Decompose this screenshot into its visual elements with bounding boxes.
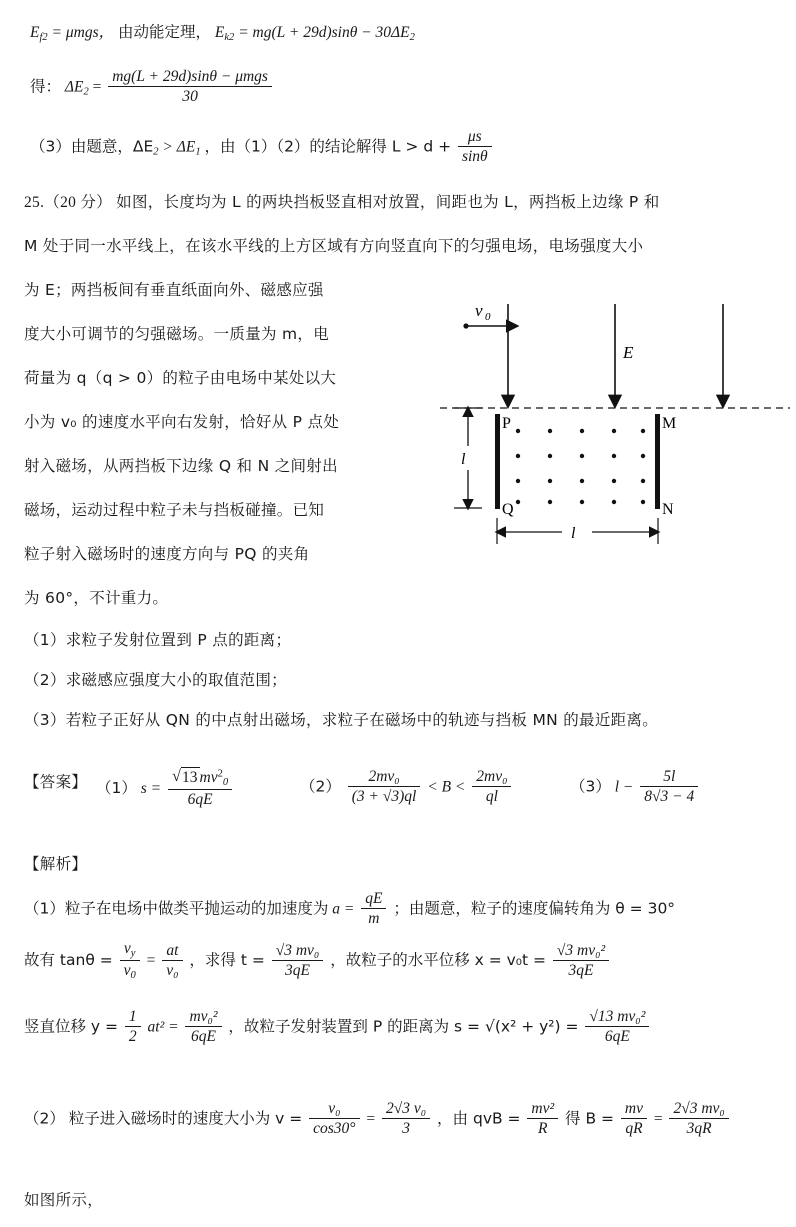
f3-sub2: 1 xyxy=(195,146,201,158)
analysis-3-fraction-2 xyxy=(185,1007,221,1047)
answer-1-varsub: 0 xyxy=(222,776,229,788)
f2-lhs-sub: 2 xyxy=(83,86,89,98)
analysis-2-f4-den: 3qE xyxy=(568,962,594,980)
f3-sub1: 2 xyxy=(153,146,159,158)
analysis-1-prefix: （1） xyxy=(24,899,65,918)
analysis-line-2 xyxy=(24,940,612,983)
answer-3-num: 5l xyxy=(640,767,698,787)
analysis-2-f3-den: 3qE xyxy=(285,962,310,980)
analysis-line-1 xyxy=(24,890,675,930)
analysis-line-5: 如图所示， xyxy=(24,1191,104,1209)
sub-question-3: （3）若粒子正好从 QN 的中点射出磁场，求粒子在磁场中的轨迹与挡板 MN 的最近距离。 xyxy=(24,711,659,729)
sub-question-1: （1）求粒子发射位置到 P 点的距离； xyxy=(24,631,292,649)
physics-figure xyxy=(440,286,790,556)
answer-1 xyxy=(96,768,235,810)
analysis-2-fraction-4 xyxy=(553,941,609,981)
analysis-2-c: ，故粒子的水平位移 x = v₀t = xyxy=(330,951,547,970)
problem-line-3: 为 E；两挡板间有垂直纸面向外、磁感应强 xyxy=(24,281,324,299)
v0-sub: 0 xyxy=(485,311,491,323)
analysis-1-a-eq: a = xyxy=(332,900,355,918)
answer-2 xyxy=(300,768,514,808)
f2-label: 得： xyxy=(30,77,62,96)
analysis-1-num: qE xyxy=(361,889,386,909)
analysis-2-fraction-1 xyxy=(120,939,140,982)
analysis-4-eq1: = xyxy=(366,1110,376,1128)
f3-fraction xyxy=(458,127,492,167)
analysis-2-a: 故有 tanθ = xyxy=(24,951,113,970)
answer-1-mv: mv xyxy=(199,769,218,786)
analysis-3-fraction-3 xyxy=(585,1007,649,1047)
analysis-2-f1-den-sub: 0 xyxy=(130,970,136,982)
problem-line-5: 荷量为 q（q > 0）的粒子由电场中某处以大 xyxy=(24,369,337,387)
answer-2-prefix: （2） xyxy=(300,777,341,796)
answer-1-prefix: （1） xyxy=(96,778,137,797)
analysis-2-f1-num-v: v xyxy=(123,940,131,957)
sub-question-2: （2）求磁感应强度大小的取值范围； xyxy=(24,671,287,689)
f1-eq-mugs: = μmgs， xyxy=(51,24,115,41)
label-M: M xyxy=(662,415,677,432)
analysis-3-a: 竖直位移 y = xyxy=(24,1017,119,1036)
f3-tail: ，由（1）（2）的结论解得 L > d + xyxy=(204,137,452,156)
problem-line-4: 度大小可调节的匀强磁场。一质量为 m，电 xyxy=(24,325,330,343)
answer-1-fraction xyxy=(168,767,232,809)
analysis-4-f3-den: R xyxy=(538,1120,548,1138)
analysis-4-eq2: = xyxy=(653,1110,663,1128)
plate-left xyxy=(495,414,500,509)
f3-a: （3）由题意，ΔE xyxy=(30,137,154,156)
analysis-2-fraction-3 xyxy=(272,941,324,981)
analysis-4-a: 粒子进入磁场时的速度大小为 v = xyxy=(68,1109,303,1128)
analysis-1-text-a: 粒子在电场中做类平抛运动的加速度为 xyxy=(64,899,329,918)
answer-1-denominator: 6qE xyxy=(187,791,213,809)
answer-1-sqrt: 13 xyxy=(182,769,198,786)
problem-line-2: M 处于同一水平线上，在该水平线的上方区域有方向竖直向下的匀强电场，电场强度大小 xyxy=(24,237,644,255)
analysis-3-f3-num: √13 mv₀² xyxy=(585,1007,649,1027)
analysis-3-f2-den: 6qE xyxy=(191,1028,216,1046)
analysis-3-f2-num: mv₀² xyxy=(185,1007,221,1027)
formula-line-1 xyxy=(30,20,415,43)
analysis-2-f1-den-v: v xyxy=(123,962,131,980)
answer-1-sup: 2 xyxy=(217,768,223,780)
analysis-4-f4-den: qR xyxy=(625,1120,643,1138)
analysis-4-f2-num: 2√3 v₀ xyxy=(382,1099,430,1119)
label-Q: Q xyxy=(502,501,514,518)
problem-line-1: 如图，长度均为 L 的两块挡板竖直相对放置，间距也为 L，两挡板上边缘 P 和 xyxy=(116,193,660,211)
answer-3-lhs: l − xyxy=(614,778,634,796)
problem-line-9: 粒子射入磁场时的速度方向与 PQ 的夹角 xyxy=(24,545,310,563)
analysis-2-f1-den xyxy=(120,961,140,982)
answer-2-fraction-2 xyxy=(472,767,511,807)
analysis-4-fraction-1 xyxy=(309,1099,359,1139)
f3-denominator: sinθ xyxy=(461,148,488,166)
analysis-line-4 xyxy=(24,1100,732,1140)
analysis-2-f4-num: √3 mv₀² xyxy=(553,941,609,961)
problem-line-10: 为 60°，不计重力。 xyxy=(24,589,169,607)
analysis-4-fraction-3 xyxy=(527,1099,558,1139)
analysis-4-f2-den: 3 xyxy=(402,1120,410,1138)
analysis-2-f2-num: at xyxy=(162,941,182,961)
plate-right xyxy=(655,414,660,509)
analysis-1-den: m xyxy=(368,910,380,928)
answer-title: 【答案】 xyxy=(24,773,88,791)
f2-fraction xyxy=(108,67,272,107)
problem-line-6: 小为 v₀ 的速度水平向右发射，恰好从 P 点处 xyxy=(24,413,340,431)
analysis-title: 【解析】 xyxy=(24,855,88,873)
analysis-4-f3-num: mv² xyxy=(527,1099,558,1119)
analysis-2-eq: = xyxy=(146,952,156,970)
answer-1-lhs: s = xyxy=(140,779,162,797)
analysis-4-f1-num: v₀ xyxy=(309,1099,359,1119)
answer-2-mid: < B < xyxy=(427,778,466,796)
f1-rhs: = mg(L + 29d)sinθ − 30ΔE xyxy=(238,24,410,41)
answer-2-fraction-1 xyxy=(348,767,421,807)
f1-Ek2: E xyxy=(214,24,225,41)
answer-2-f1-num: 2mv₀ xyxy=(348,767,421,787)
analysis-4-c: 得 B = xyxy=(565,1109,615,1128)
analysis-1-text-b: ；由题意，粒子的速度偏转角为 θ = 30° xyxy=(393,899,676,918)
problem-line-8: 磁场，运动过程中粒子未与挡板碰撞。已知 xyxy=(24,501,325,519)
answer-1-numerator xyxy=(168,767,232,790)
analysis-3-fraction-1 xyxy=(125,1007,141,1047)
analysis-3-c: ，故粒子发射装置到 P 的距离为 s = √(x² + y²) = xyxy=(228,1017,579,1036)
analysis-4-b: ，由 qvB = xyxy=(437,1109,521,1128)
analysis-2-f3-num: √3 mv₀ xyxy=(272,941,324,961)
analysis-line-3 xyxy=(24,1008,652,1048)
analysis-2-b: ，求得 t = xyxy=(189,951,265,970)
analysis-2-f1-num xyxy=(120,939,140,961)
analysis-4-fraction-5 xyxy=(669,1099,728,1139)
answer-3-fraction xyxy=(640,767,698,807)
analysis-4-fraction-2 xyxy=(382,1099,430,1139)
analysis-3-f1-num: 1 xyxy=(125,1007,141,1027)
f2-lhs: ΔE xyxy=(64,78,84,96)
f2-numerator: mg(L + 29d)sinθ − μmgs xyxy=(108,67,272,87)
answer-3-den: 8√3 − 4 xyxy=(644,788,695,806)
answer-3 xyxy=(570,768,701,808)
answer-2-f2-num: 2mv₀ xyxy=(472,767,511,787)
problem-line-7: 射入磁场，从两挡板下边缘 Q 和 N 之间射出 xyxy=(24,457,338,475)
answer-2-f2-den: ql xyxy=(485,788,498,806)
formula-line-2 xyxy=(30,68,275,108)
analysis-4-f5-den: 3qR xyxy=(686,1120,712,1138)
analysis-2-f2-den: v₀ xyxy=(166,962,179,980)
label-N: N xyxy=(662,501,674,518)
analysis-4-fraction-4 xyxy=(621,1099,647,1139)
analysis-3-b: at² = xyxy=(147,1018,179,1036)
label-P: P xyxy=(502,415,511,432)
analysis-4-f5-num: 2√3 mv₀ xyxy=(669,1099,728,1119)
dim-label-l-horizontal: l xyxy=(571,525,576,542)
f1-Ef2-sub: f2 xyxy=(39,31,48,43)
f3-mid: > ΔE xyxy=(162,138,196,156)
f1-Ef2: E xyxy=(30,24,40,41)
dim-label-l-vertical: l xyxy=(461,451,466,468)
f1-Ek2-sub: k2 xyxy=(224,31,235,43)
analysis-3-f1-den: 2 xyxy=(128,1028,137,1046)
formula-line-3 xyxy=(30,128,495,168)
analysis-2-f1-num-sub: y xyxy=(130,947,136,959)
analysis-4-f1-den: cos30° xyxy=(313,1120,356,1138)
problem-number-and-first-line xyxy=(24,190,660,212)
answer-2-f1-den: (3 + √3)ql xyxy=(351,788,417,806)
answer-3-prefix: （3） xyxy=(570,777,611,796)
E-label: E xyxy=(623,343,634,362)
f2-eq: = xyxy=(92,78,102,96)
analysis-4-f4-num: mv xyxy=(621,1099,647,1119)
f1-rhs-sub: 2 xyxy=(409,31,415,43)
figure-svg xyxy=(440,286,790,556)
analysis-4-prefix: （2） xyxy=(24,1109,65,1128)
analysis-3-f3-den: 6qE xyxy=(604,1028,630,1046)
magnetic-field-dots xyxy=(516,429,645,504)
f3-numerator: μs xyxy=(458,127,492,147)
analysis-1-fraction xyxy=(361,889,386,929)
analysis-2-fraction-2 xyxy=(162,941,182,981)
f2-denominator: 30 xyxy=(182,88,198,106)
f1-cn: 由动能定理， xyxy=(118,23,212,41)
v0-label: v xyxy=(475,301,483,320)
problem-number: 25.（20 分） xyxy=(24,194,112,211)
